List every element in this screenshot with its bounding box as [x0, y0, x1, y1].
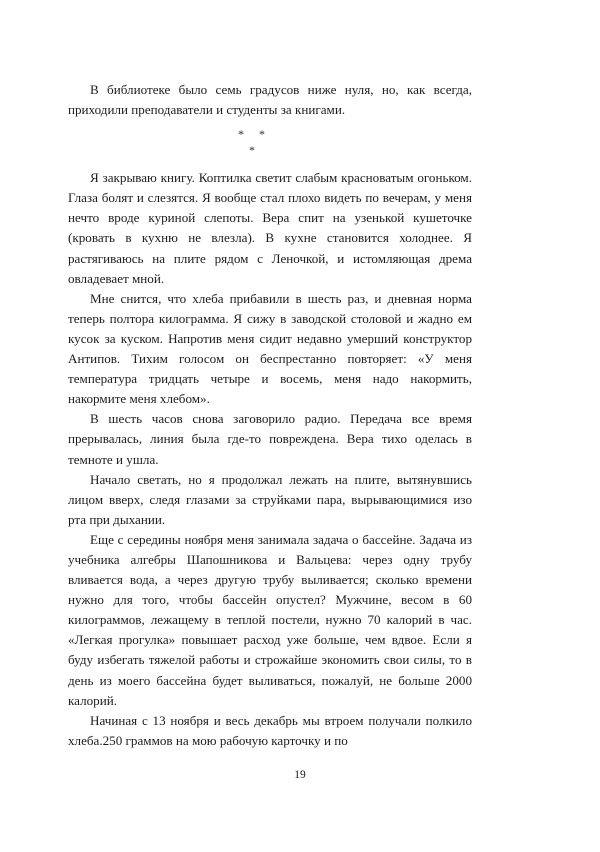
asterism-group	[68, 120, 472, 168]
asterisk-icon: *	[249, 143, 255, 158]
section-break-asterism	[68, 120, 472, 168]
asterisk-icon: *	[259, 127, 265, 142]
paragraph: В библиотеке было семь градусов ниже нуля, но, как всегда, приходили преподаватели и студенты за книгами.	[68, 82, 472, 118]
page-number: 19	[294, 769, 306, 781]
paragraph: Начиная с 13 ноября и весь декабрь мы втроем получали полкило хлеба.250 граммов на мою рабочую карточку и по	[68, 712, 472, 748]
paragraph: Еще с середины ноября меня занимала задача о бассейне. Задача из учебника алгебры Шапошникова и Вальцева: через одну трубу вливается вода, а через другую трубу выливается; сколько времени нужно для того, чтобы бассейн опустел? Мужчине, весом в 60 килограммов, лежащему в теплой постели, нужно 70 калорий в час. «Легкая прогулка» повышает расход уже больше, чем вдвое. Если я буду избегать тяжелой работы и строжайше экономить свои силы, то в день из моего бассейна будет выливаться, пожалуй, не больше 2000 калорий.	[68, 531, 472, 708]
paragraph: Начало светать, но я продолжал лежать на плите, вытянувшись лицом вверх, следя глазами за струйками пара, вырывающимися изо рта при дыхании.	[68, 471, 472, 527]
paragraph: Я закрываю книгу. Коптилка светит слабым красноватым огоньком. Глаза болят и слезятся. Я вообще стал плохо видеть по вечерам, у меня нечто вроде куриной слепоты. Вера спит на узенькой кушеточке (кровать в кухню не влезла). В кухне становится холоднее. Я растягиваюсь на плите рядом с Леночкой, и истомляющая дрема овладевает мной.	[68, 170, 472, 286]
page-text-block	[68, 80, 472, 751]
paragraph: Мне снится, что хлеба прибавили в шесть раз, и дневная норма теперь полтора килограмма. Я сижу в заводской столовой и жадно ем кусок за куском. Напротив меня сидит недавно умерший конструктор Антипов. Тихим голосом он беспрестанно повторяет: «У меня температура тридцать четыре и восемь, меня надо накормить, накормите меня хлебом».	[68, 290, 472, 407]
paragraph: В шесть часов снова заговорило радио. Передача все время прерывалась, линия была где-то повреждена. Вера тихо оделась в темноте и ушла.	[68, 411, 472, 467]
asterisk-icon: *	[238, 127, 244, 142]
